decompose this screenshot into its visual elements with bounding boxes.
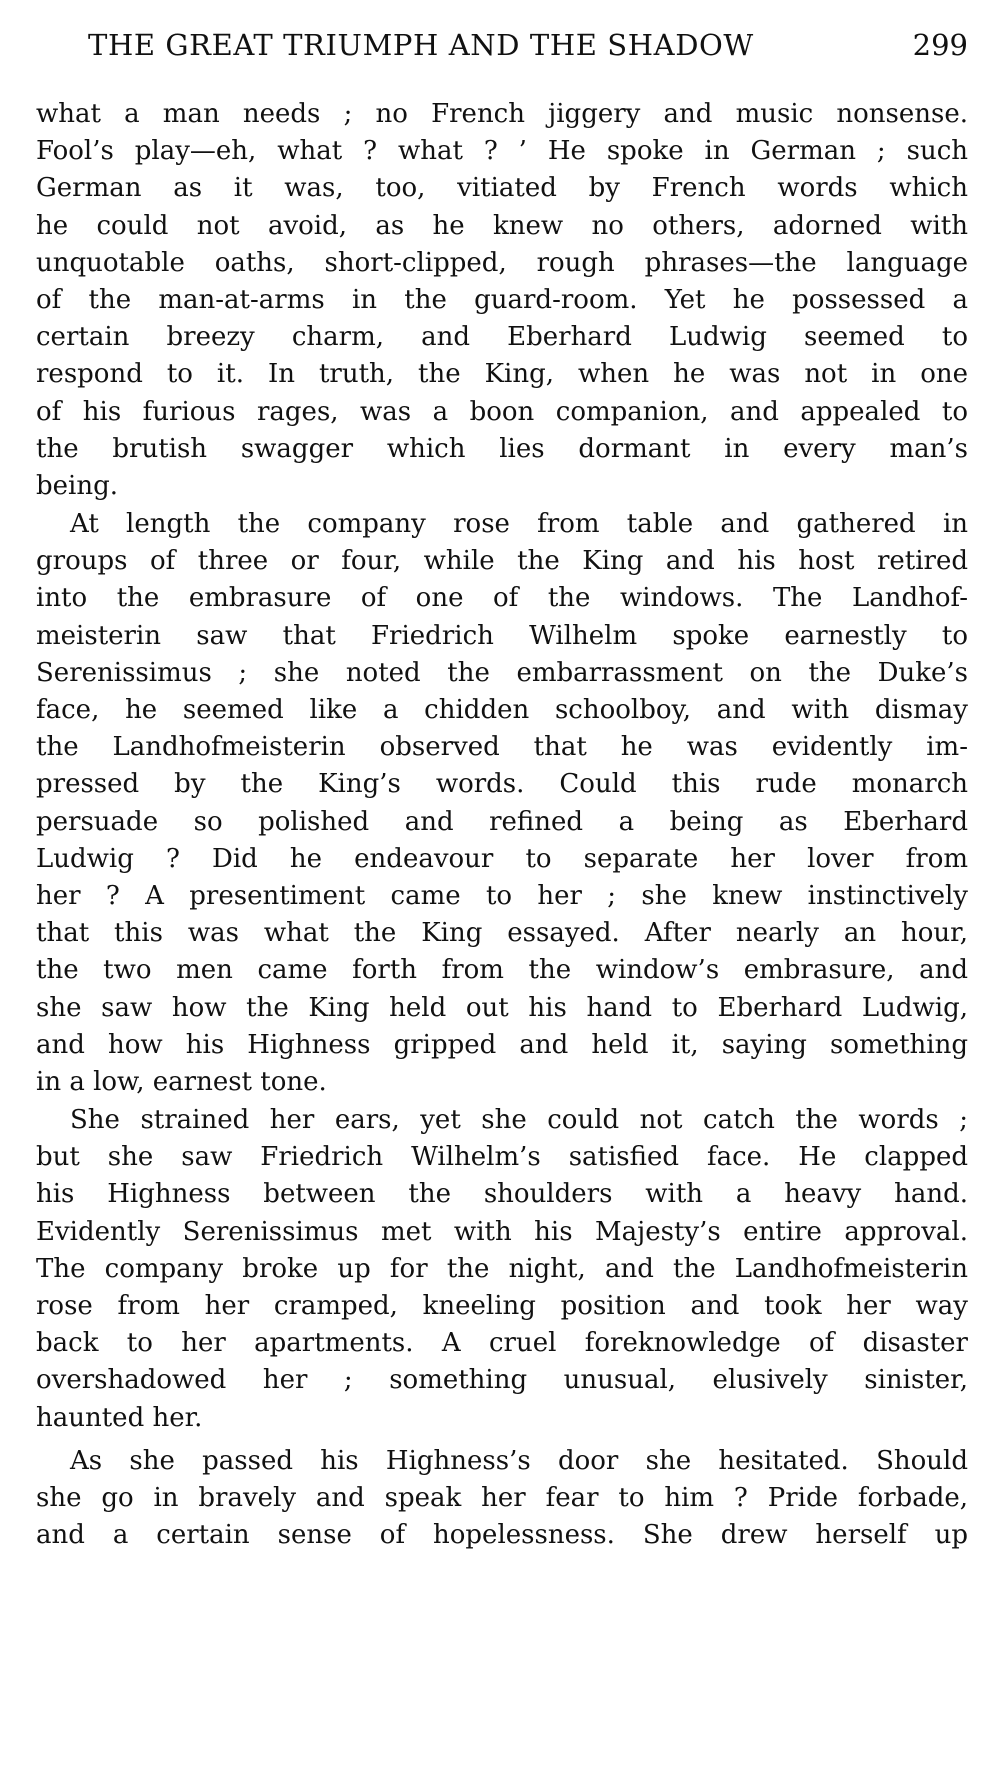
text-line: groups of three or four, while the King and his host retired	[36, 546, 968, 577]
text-line: rose from her cramped, kneeling position and took her way	[36, 1291, 968, 1321]
text-line: the Landhofmeisterin observed that he was evidently im-	[36, 732, 968, 763]
text-line: back to her apartments. A cruel foreknowledge of disaster	[36, 1328, 968, 1359]
text-line: she saw how the King held out his hand to Eberhard Ludwig,	[36, 992, 968, 1023]
paragraph-1	[36, 96, 968, 505]
text-line: and how his Highness gripped and held it, saying something	[36, 1029, 968, 1060]
text-line: As she passed his Highness’s door she hesitated. Should	[70, 1445, 968, 1476]
text-line: German as it was, too, vitiated by French words which	[36, 173, 968, 204]
page-header	[88, 28, 968, 72]
text-line: into the embrasure of one of the windows. The Landhof-	[36, 583, 968, 614]
paragraph-2	[36, 506, 968, 1101]
text-line: Ludwig ? Did he endeavour to separate her lover from	[36, 843, 968, 874]
text-line: the brutish swagger which lies dormant in every man’s	[36, 433, 968, 464]
text-line: overshadowed her ; something unusual, elusively sinister,	[36, 1365, 968, 1396]
text-line: certain breezy charm, and Eberhard Ludwig seemed to	[36, 322, 968, 353]
running-title: THE GREAT TRIUMPH AND THE SHADOW	[88, 28, 754, 62]
page-number: 299	[912, 28, 968, 62]
text-line: Evidently Serenissimus met with his Majesty’s entire approval.	[36, 1216, 968, 1247]
text-line: he could not avoid, as he knew no others, adorned with	[36, 210, 968, 241]
text-line: The company broke up for the night, and the Landhofmeisterin	[36, 1253, 968, 1284]
text-line: but she saw Friedrich Wilhelm’s satisfied face. He clapped	[36, 1142, 968, 1173]
text-line: meisterin saw that Friedrich Wilhelm spoke earnestly to	[36, 620, 968, 651]
text-line: unquotable oaths, short-clipped, rough phrases—the language	[36, 247, 968, 278]
text-line: Fool’s play—eh, what ? what ? ’ He spoke in German ; such	[36, 136, 968, 167]
text-line: At length the company rose from table and gathered in	[70, 509, 968, 540]
paragraph-4	[36, 1443, 968, 1555]
text-line: her ? A presentiment came to her ; she knew instinctively	[36, 880, 968, 911]
text-line: of his furious rages, was a boon companion, and appealed to	[36, 396, 968, 427]
text-line: the two men came forth from the window’s embrasure, and	[36, 955, 968, 986]
text-line: his Highness between the shoulders with a heavy hand.	[36, 1179, 968, 1210]
body-text	[36, 96, 968, 1554]
text-line: in a low, earnest tone.	[36, 1066, 327, 1097]
text-line: and a certain sense of hopelessness. She drew herself up	[36, 1520, 968, 1551]
text-line: Serenissimus ; she noted the embarrassment on the Duke’s	[36, 657, 968, 688]
text-line: pressed by the King’s words. Could this rude monarch	[36, 769, 968, 800]
text-line: haunted her.	[36, 1402, 203, 1433]
text-line: She strained her ears, yet she could not catch the words ;	[70, 1105, 968, 1136]
text-line: she go in bravely and speak her fear to him ? Pride forbade,	[36, 1482, 968, 1513]
text-line: of the man-at-arms in the guard-room. Yet he possessed a	[36, 284, 968, 315]
text-line: face, he seemed like a chidden schoolboy, and with dismay	[36, 695, 968, 725]
text-line: respond to it. In truth, the King, when he was not in one	[36, 359, 968, 390]
paragraph-3	[36, 1102, 968, 1437]
text-line: that this was what the King essayed. After nearly an hour,	[36, 918, 968, 949]
text-line: persuade so polished and refined a being as Eberhard	[36, 806, 968, 837]
text-line: what a man needs ; no French jiggery and music nonsense.	[36, 99, 968, 129]
text-line: being.	[36, 470, 118, 501]
